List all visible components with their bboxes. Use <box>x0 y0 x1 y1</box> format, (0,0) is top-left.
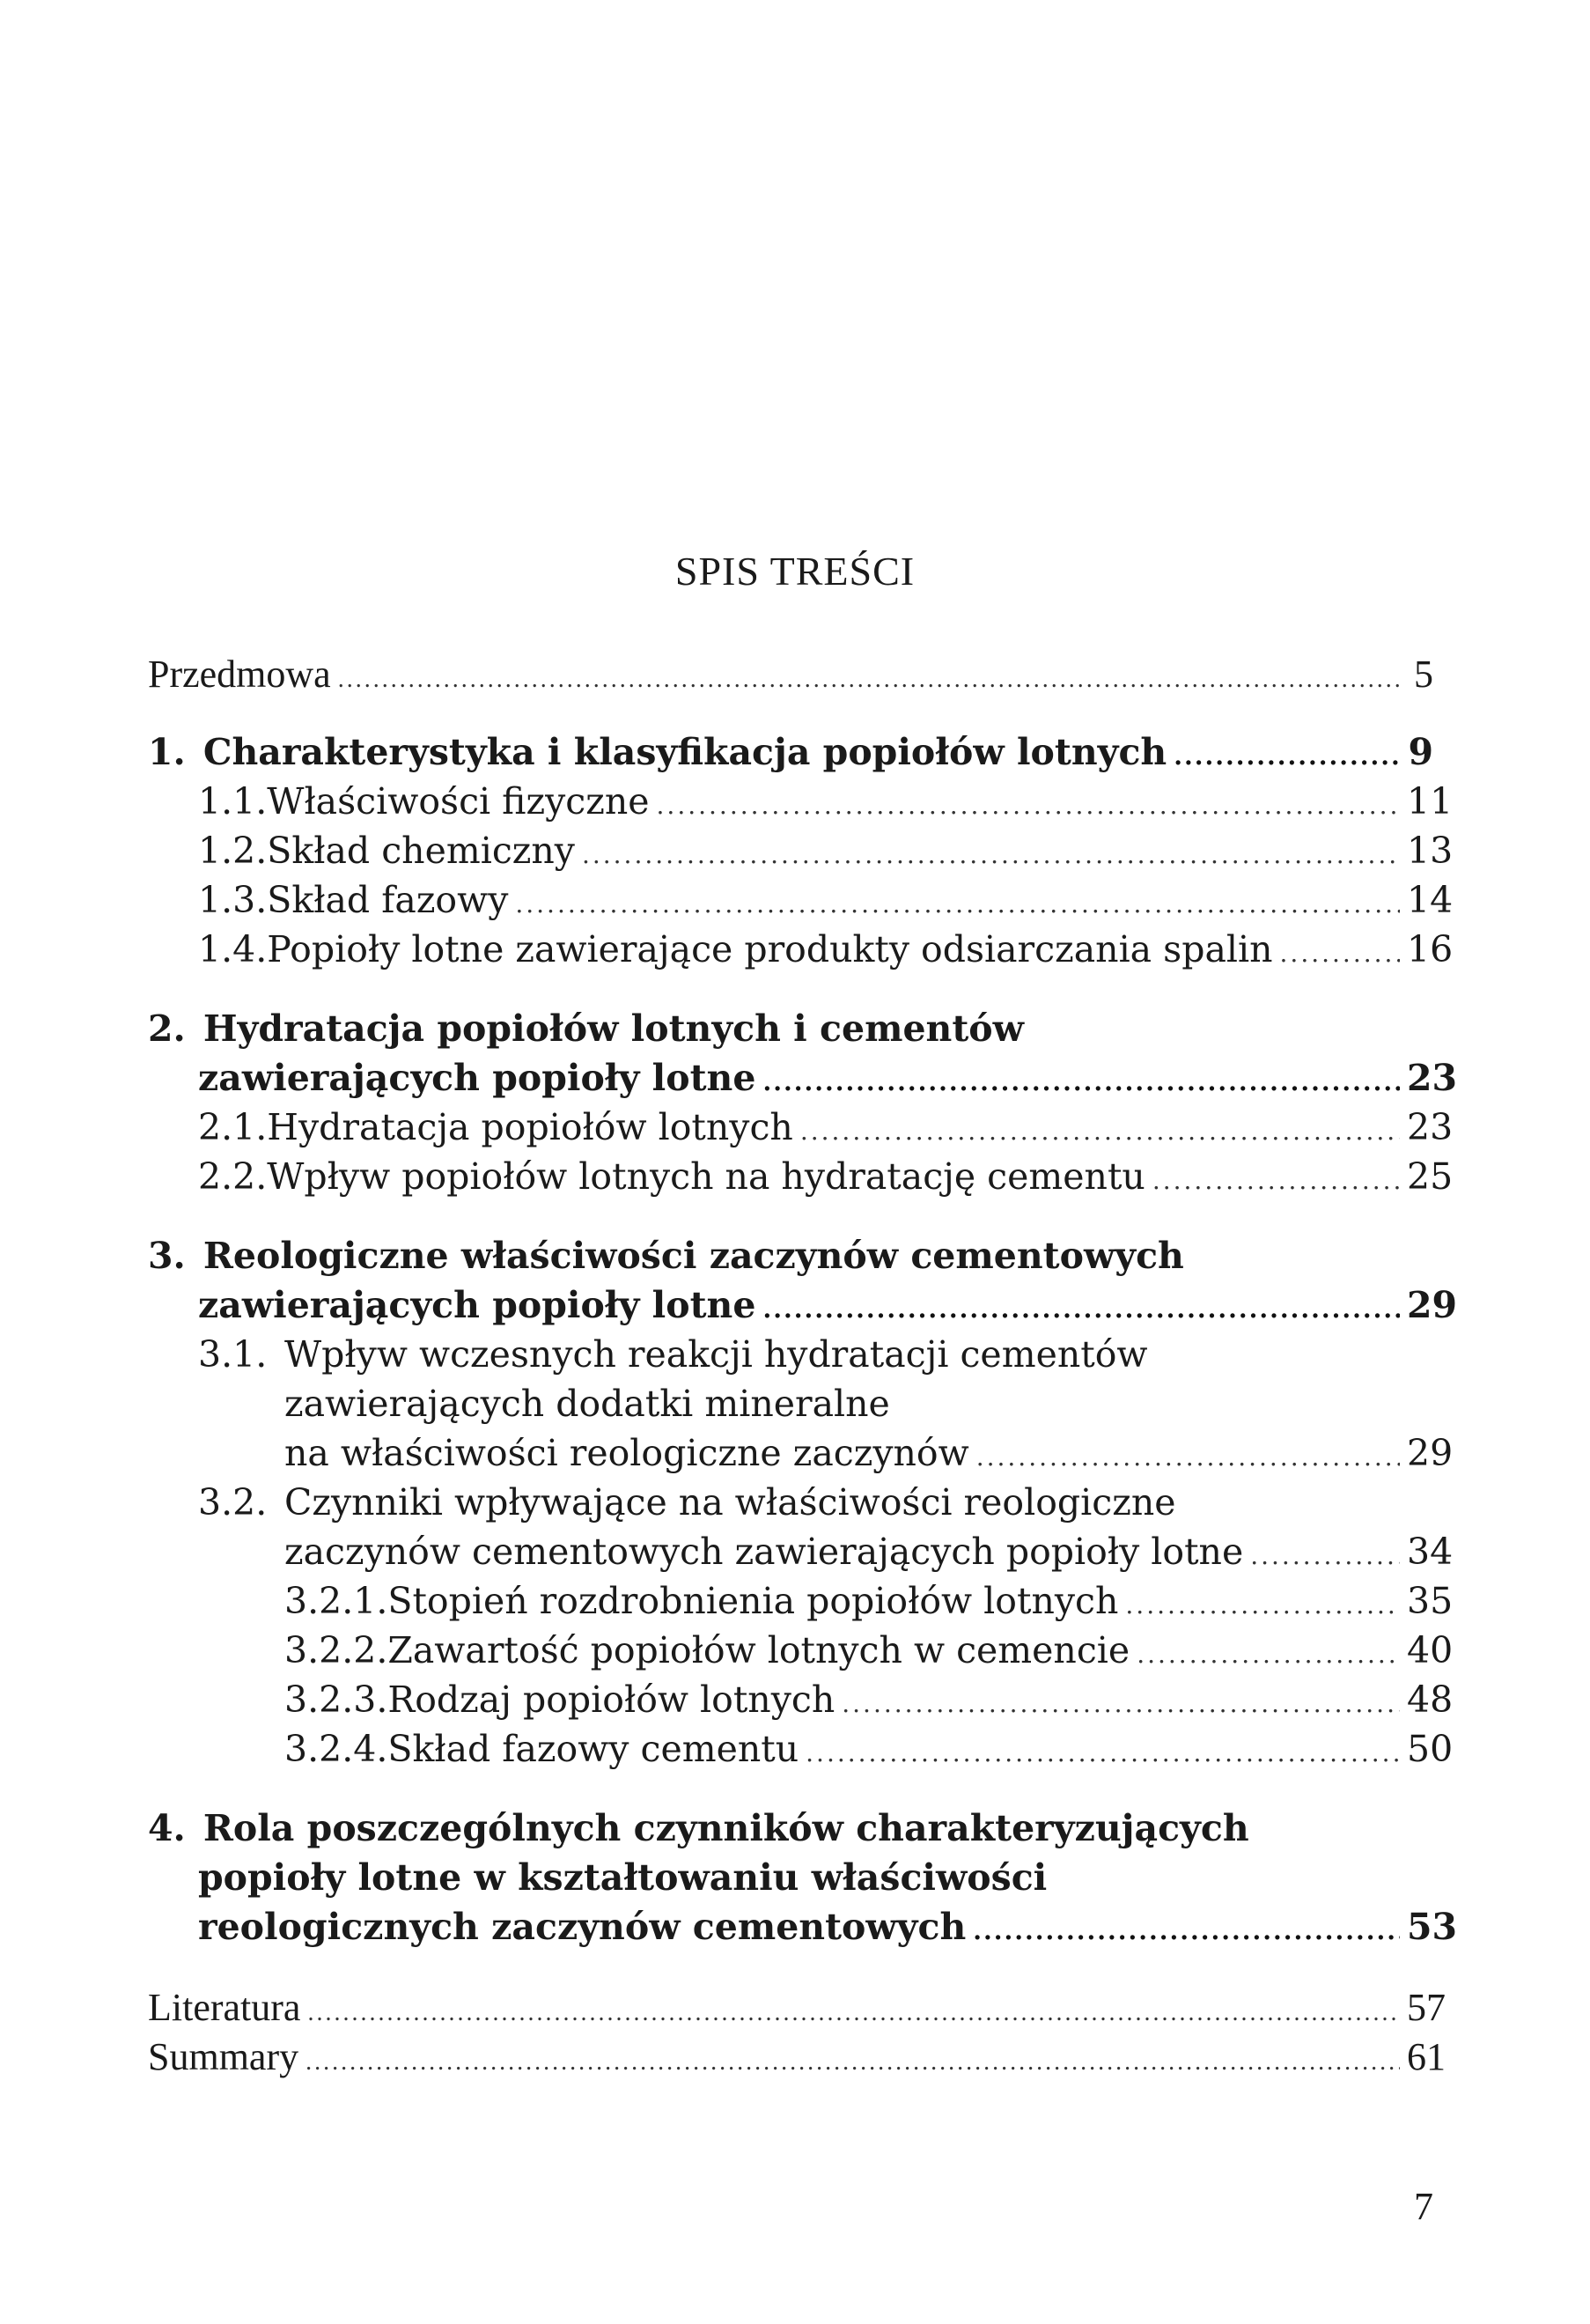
dot-leader <box>515 889 1400 919</box>
dot-leader <box>1137 1640 1400 1669</box>
toc-section-2-1[interactable] <box>148 1106 1454 1155</box>
toc-page: 57 <box>1407 1986 1446 2029</box>
toc-page: 13 <box>1407 830 1454 872</box>
toc-section-3-2-3[interactable] <box>148 1678 1454 1728</box>
table-of-contents <box>148 652 1458 2084</box>
section-number: 1.4. <box>198 928 268 970</box>
section-number: 3.2.2. <box>284 1629 388 1671</box>
toc-page: 61 <box>1407 2035 1446 2078</box>
chapter-title: Hydratacja popiołów lotnych i cementów <box>202 1007 1024 1050</box>
section-title: Czynniki wpływające na właściwości reologiczne <box>284 1481 1176 1524</box>
toc-page: 23 <box>1407 1106 1454 1148</box>
toc-page: 23 <box>1407 1057 1458 1099</box>
dot-leader <box>582 840 1400 869</box>
section-number: 1.3. <box>198 879 268 921</box>
section-number: 3.2.1. <box>284 1580 388 1622</box>
dot-leader <box>657 791 1400 820</box>
toc-page: 9 <box>1408 731 1433 773</box>
chapter-number: 4. <box>148 1807 186 1849</box>
section-title: Popioły lotne zawierające produkty odsiarczania spalin <box>267 928 1273 970</box>
chapter-title: Charakterystyka i klasyfikacja popiołów lotnych <box>202 731 1167 773</box>
chapter-number: 2. <box>148 1007 186 1050</box>
section-number: 2.1. <box>198 1106 268 1148</box>
dot-leader <box>762 1067 1400 1096</box>
chapter-title-continued: zawierających popioły lotne <box>198 1057 756 1099</box>
section-title: Stopień rozdrobnienia popiołów lotnych <box>387 1580 1119 1622</box>
toc-page: 50 <box>1407 1728 1454 1770</box>
section-title: Skład chemiczny <box>267 830 575 872</box>
chapter-title-continued: zawierających popioły lotne <box>198 1284 756 1326</box>
dot-leader <box>1250 1541 1400 1570</box>
toc-page: 11 <box>1407 780 1454 823</box>
section-number: 1.2. <box>198 830 268 872</box>
section-title-continued: zaczynów cementowych zawierających popioły lotne <box>284 1531 1244 1573</box>
toc-page: 25 <box>1407 1155 1454 1198</box>
dot-leader <box>1125 1590 1400 1619</box>
dot-leader <box>307 1999 1400 2027</box>
chapter-title: Reologiczne właściwości zaczynów cementowych <box>202 1235 1184 1277</box>
toc-section-3-1-line1[interactable] <box>148 1333 1433 1383</box>
page-number: 7 <box>1414 2185 1433 2228</box>
toc-section-1-4[interactable] <box>148 928 1454 978</box>
toc-page: 48 <box>1407 1678 1454 1721</box>
toc-chapter-3[interactable] <box>148 1284 1458 1333</box>
section-title: Wpływ popiołów lotnych na hydratację cementu <box>267 1155 1145 1198</box>
toc-page: 5 <box>1414 653 1433 696</box>
toc-section-3-1-line2 <box>148 1383 1433 1432</box>
section-number: 3.2.4. <box>284 1728 388 1770</box>
dot-leader <box>973 1916 1400 1945</box>
toc-chapter-2-line1[interactable] <box>148 1007 1433 1057</box>
section-title: Zawartość popiołów lotnych w cemencie <box>387 1629 1130 1671</box>
toc-section-3-2-4[interactable] <box>148 1728 1454 1777</box>
toc-chapter-4[interactable] <box>148 1906 1458 1955</box>
chapter-number: 1. <box>148 731 186 773</box>
section-title: Wpływ wczesnych reakcji hydratacji cementów <box>284 1333 1148 1376</box>
section-title: Właściwości fizyczne <box>267 780 650 823</box>
section-title: Skład fazowy <box>267 879 509 921</box>
toc-entry-summary[interactable] <box>148 2034 1446 2084</box>
toc-page: 35 <box>1407 1580 1454 1622</box>
chapter-number: 3. <box>148 1235 186 1277</box>
dot-leader <box>800 1117 1400 1146</box>
toc-entry-literatura[interactable] <box>148 1985 1446 2034</box>
toc-section-1-3[interactable] <box>148 879 1454 928</box>
toc-page: 14 <box>1407 879 1454 921</box>
toc-page: 34 <box>1407 1531 1454 1573</box>
section-number: 3.2. <box>198 1481 268 1524</box>
section-number: 2.2. <box>198 1155 268 1198</box>
toc-chapter-1[interactable] <box>148 731 1433 780</box>
section-title: Rodzaj popiołów lotnych <box>387 1678 835 1721</box>
chapter-title: Rola poszczególnych czynników charakteryzujących <box>202 1807 1249 1849</box>
toc-entry-przedmowa[interactable] <box>148 652 1433 701</box>
chapter-title-continued: popioły lotne w kształtowaniu właściwości <box>198 1856 1048 1899</box>
section-title: Hydratacja popiołów lotnych <box>267 1106 793 1148</box>
toc-section-2-2[interactable] <box>148 1155 1454 1205</box>
toc-chapter-2[interactable] <box>148 1057 1458 1106</box>
dot-leader <box>305 2048 1400 2077</box>
dot-leader <box>762 1295 1400 1324</box>
toc-section-3-2-1[interactable] <box>148 1580 1454 1629</box>
dot-leader <box>842 1689 1400 1718</box>
toc-chapter-4-line2 <box>148 1856 1433 1906</box>
section-title-continued: na właściwości reologiczne zaczynów <box>284 1432 969 1474</box>
dot-leader <box>976 1442 1400 1472</box>
toc-section-3-2-line1[interactable] <box>148 1481 1433 1531</box>
toc-chapter-4-line1[interactable] <box>148 1807 1433 1856</box>
section-number: 3.2.3. <box>284 1678 388 1721</box>
chapter-title-continued: reologicznych zaczynów cementowych <box>198 1906 967 1948</box>
toc-section-3-2-2[interactable] <box>148 1629 1454 1678</box>
toc-section-1-1[interactable] <box>148 780 1454 830</box>
toc-label: Summary <box>148 2035 299 2078</box>
dot-leader <box>338 666 1400 694</box>
dot-leader <box>1280 939 1400 968</box>
dot-leader <box>1152 1166 1400 1195</box>
dot-leader <box>1174 741 1400 771</box>
section-number: 1.1. <box>198 780 268 823</box>
toc-label: Literatura <box>148 1986 301 2029</box>
toc-chapter-3-line1[interactable] <box>148 1235 1433 1284</box>
toc-section-1-2[interactable] <box>148 830 1454 879</box>
toc-section-3-1[interactable] <box>148 1432 1454 1481</box>
toc-page: 16 <box>1407 928 1454 970</box>
section-title: Skład fazowy cementu <box>387 1728 799 1770</box>
toc-page: 40 <box>1407 1629 1454 1671</box>
section-number: 3.1. <box>198 1333 268 1376</box>
toc-page: 53 <box>1407 1906 1458 1948</box>
section-title-continued: zawierających dodatki mineralne <box>284 1383 890 1425</box>
page-title: SPIS TREŚCI <box>674 549 916 594</box>
toc-section-3-2[interactable] <box>148 1531 1454 1580</box>
toc-label: Przedmowa <box>148 653 331 696</box>
dot-leader <box>806 1738 1400 1767</box>
toc-page: 29 <box>1407 1432 1454 1474</box>
toc-page: 29 <box>1407 1284 1458 1326</box>
